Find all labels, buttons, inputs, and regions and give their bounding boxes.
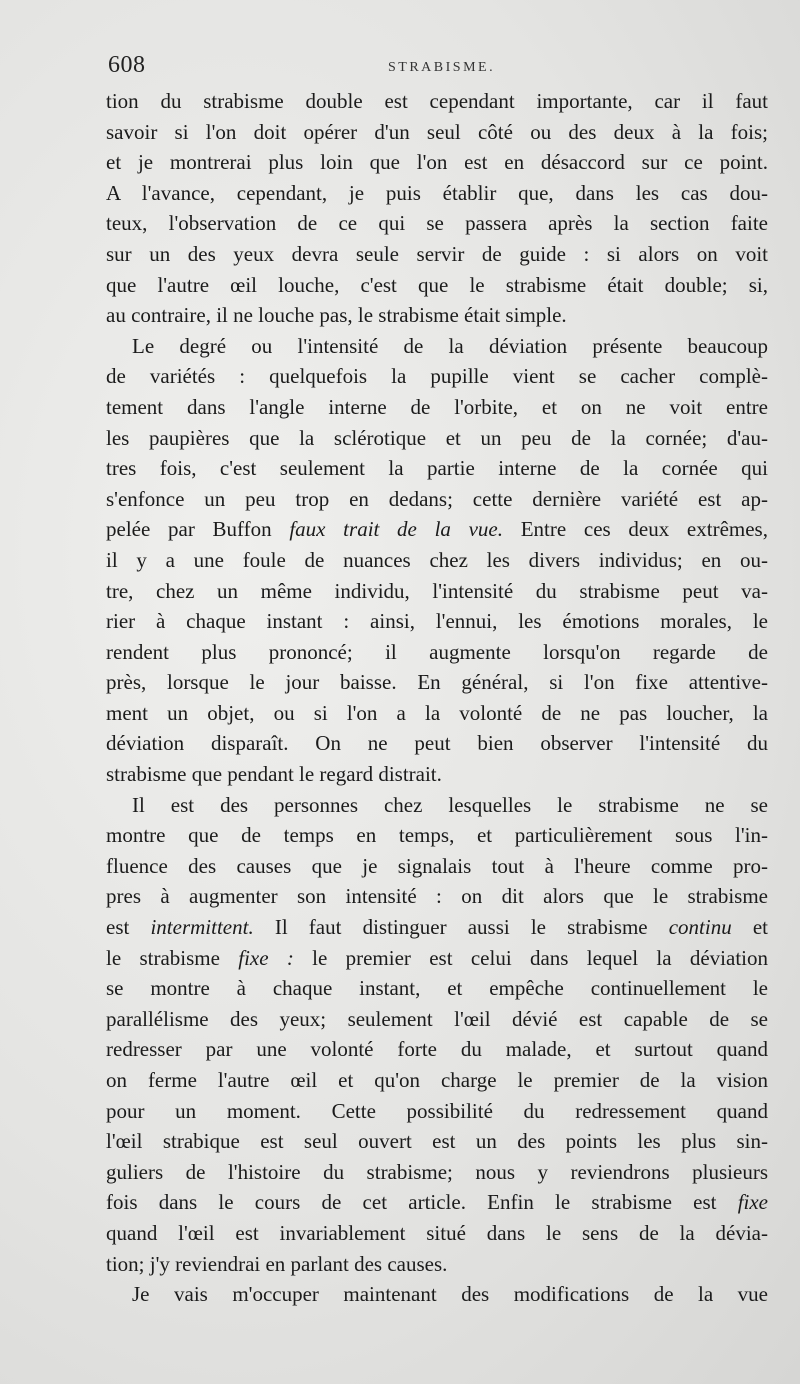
text-line [106, 178, 768, 209]
text-run: les paupières que la sclérotique et un peu de la cornée; d'au- [106, 425, 768, 450]
text-run: tres fois, c'est seulement la partie interne de la cornée qui [106, 456, 768, 481]
text-run: de variétés : quelquefois la pupille vient se cacher complè- [106, 364, 768, 389]
text-run: au contraire, il ne louche pas, le strabisme était simple. [106, 303, 567, 328]
text-line [106, 208, 768, 239]
text-line [106, 1279, 768, 1310]
text-run: fluence des causes que je signalais tout à l'heure comme pro- [106, 853, 768, 878]
text-line [106, 1096, 768, 1127]
text-line [106, 1187, 768, 1218]
text-line [106, 545, 768, 576]
text-line [106, 1126, 768, 1157]
text-run: pour un moment. Cette possibilité du redressement quand [106, 1098, 768, 1123]
text-run: parallélisme des yeux; seulement l'œil dévié est capable de se [106, 1006, 768, 1031]
italic-phrase: continu [668, 915, 732, 940]
text-line [106, 637, 768, 668]
text-line [106, 606, 768, 637]
text-run: et [731, 915, 769, 940]
text-run: le premier est celui dans lequel la déviation [293, 945, 768, 970]
text-run: rier à chaque instant : ainsi, l'ennui, les émotions morales, le [106, 609, 768, 634]
text-run: déviation disparaît. On ne peut bien observer l'intensité du [106, 731, 768, 756]
text-run: pres à augmenter son intensité : on dit alors que le strabisme [106, 884, 768, 909]
text-run: savoir si l'on doit opérer d'un seul côté ou des deux à la fois; [106, 119, 768, 144]
text-line [106, 86, 768, 117]
text-run: quand l'œil est invariablement situé dans le sens de la dévia- [106, 1220, 768, 1245]
text-line [106, 392, 768, 423]
text-run: guliers de l'histoire du strabisme; nous y reviendrons plusieurs [106, 1159, 768, 1184]
text-run: Il faut distinguer aussi le strabisme [253, 915, 669, 940]
text-run: Le degré ou l'intensité de la déviation présente beaucoup [132, 333, 768, 358]
text-line [106, 1218, 768, 1249]
text-run: on ferme l'autre œil et qu'on charge le premier de la vision [106, 1068, 768, 1092]
running-head: STRABISME. [388, 60, 496, 75]
text-run: près, lorsque le jour baisse. En général, si l'on fixe attentive- [106, 670, 768, 695]
text-line [106, 851, 768, 882]
italic-phrase: intermittent. [150, 915, 254, 940]
italic-phrase: fixe [737, 1190, 768, 1215]
text-line [106, 1034, 768, 1065]
text-run: strabisme que pendant le regard distrait. [106, 762, 442, 787]
text-run: tion du strabisme double est cependant importante, car il faut [106, 89, 768, 113]
text-line [106, 484, 768, 515]
text-run: A l'avance, cependant, je puis établir que, dans les cas dou- [106, 180, 768, 205]
text-line [106, 423, 768, 454]
italic-phrase: faux trait de la vue. [289, 517, 504, 542]
page-header [108, 52, 768, 84]
text-line [106, 759, 768, 790]
text-run: s'enfonce un peu trop en dedans; cette dernière variété est ap- [106, 486, 768, 511]
text-line [106, 270, 768, 301]
text-run: Je vais m'occuper maintenant des modifications de la vue [132, 1282, 768, 1307]
page-number: 608 [108, 52, 146, 78]
text-run: et je montrerai plus loin que l'on est en désaccord sur ce point. [106, 150, 768, 175]
text-line [106, 239, 768, 270]
text-line [106, 943, 768, 974]
text-line [106, 1249, 768, 1280]
text-line [106, 881, 768, 912]
italic-phrase: fixe : [238, 945, 294, 970]
text-run: rendent plus prononcé; il augmente lorsqu'on regarde de [106, 639, 768, 664]
text-run: Il est des personnes chez lesquelles le strabisme ne se [132, 792, 768, 817]
text-run: il y a une foule de nuances chez les divers individus; en ou- [106, 547, 768, 572]
text-run: sur un des yeux devra seule servir de guide : si alors on voit [106, 241, 768, 266]
text-run: se montre à chaque instant, et empêche continuellement le [106, 976, 768, 1001]
text-line [106, 453, 768, 484]
text-run: pelée par Buffon [106, 517, 290, 542]
text-line [106, 790, 768, 821]
text-run: ment un objet, ou si l'on a la volonté de ne pas loucher, la [106, 700, 768, 725]
text-run: redresser par une volonté forte du malade, et surtout quand [106, 1037, 768, 1062]
text-line [106, 331, 768, 362]
text-run: fois dans le cours de cet article. Enfin le strabisme est [106, 1190, 738, 1215]
text-line [106, 1157, 768, 1188]
text-line [106, 973, 768, 1004]
text-run: est [106, 915, 151, 940]
text-line [106, 576, 768, 607]
text-line [106, 300, 768, 331]
text-line [106, 698, 768, 729]
text-line [106, 514, 768, 545]
body-text [106, 86, 768, 1310]
text-run: tement dans l'angle interne de l'orbite, et on ne voit entre [106, 394, 768, 419]
text-line [106, 147, 768, 178]
text-line [106, 820, 768, 851]
text-run: tion; j'y reviendrai en parlant des causes. [106, 1251, 448, 1276]
text-run: montre que de temps en temps, et particulièrement sous l'in- [106, 823, 768, 848]
text-run: Entre ces deux extrêmes, [503, 517, 768, 542]
text-line [106, 1065, 768, 1096]
text-line [106, 728, 768, 759]
text-line [106, 667, 768, 698]
text-line [106, 117, 768, 148]
text-line [106, 912, 768, 943]
text-run: l'œil strabique est seul ouvert est un des points les plus sin- [106, 1129, 768, 1154]
text-line [106, 1004, 768, 1035]
text-run: teux, l'observation de ce qui se passera après la section faite [106, 211, 768, 236]
text-run: le strabisme [106, 945, 239, 970]
text-run: que l'autre œil louche, c'est que le strabisme était double; si, [106, 272, 768, 297]
text-line [106, 361, 768, 392]
text-run: tre, chez un même individu, l'intensité du strabisme peut va- [106, 578, 768, 603]
